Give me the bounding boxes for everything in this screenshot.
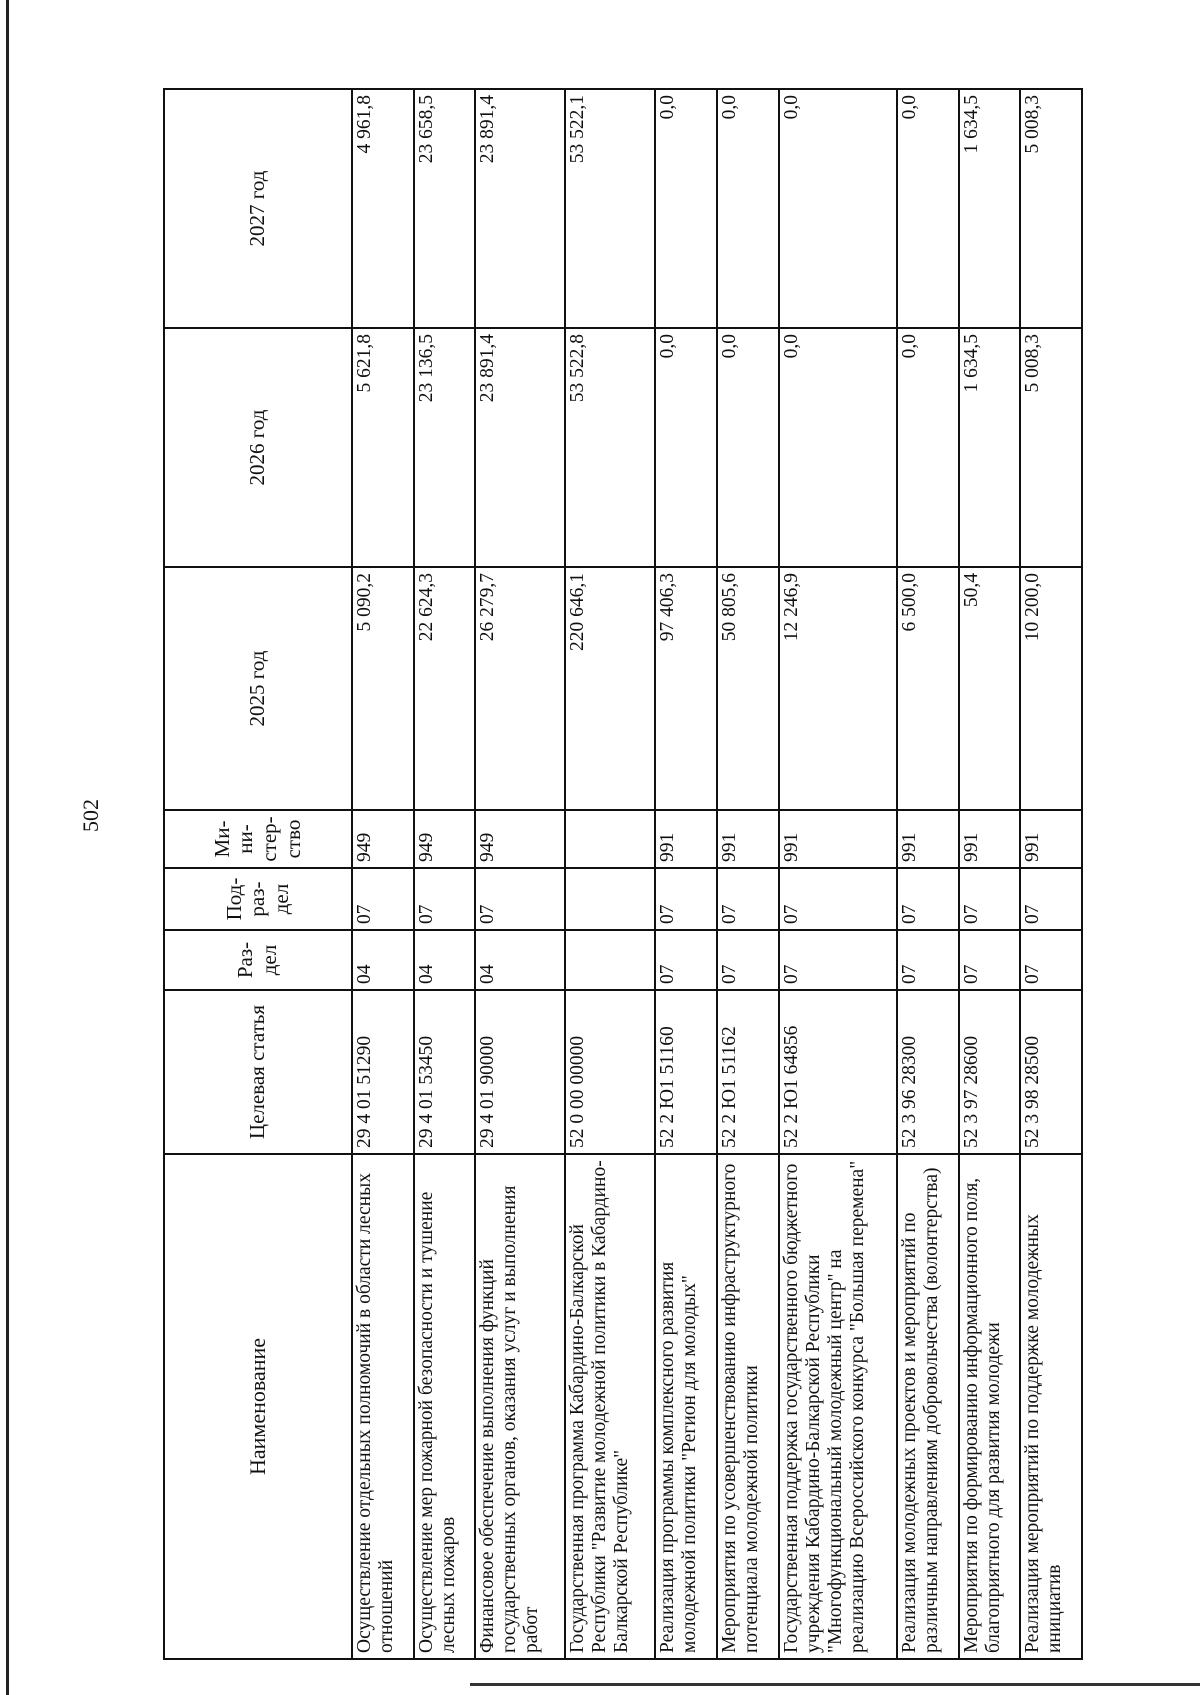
rotated-table-container (163, 90, 1083, 1660)
cell-name: Реализация мероприятий по поддержке молодежных инициатив (1020, 1154, 1082, 1659)
cell-ministry: 991 (897, 810, 959, 868)
cell-ministry: 949 (414, 810, 476, 868)
cell-target-article: 52 3 98 28500 (1020, 990, 1082, 1154)
cell-name: Осуществление мер пожарной безопасности и тушение лесных пожаров (414, 1154, 476, 1659)
cell-2026: 23 136,5 (414, 328, 476, 567)
table-row (475, 89, 565, 1659)
cell-ministry: 949 (352, 810, 414, 868)
cell-2027: 5 008,3 (1020, 89, 1082, 328)
header-target-article: Целевая статья (164, 990, 352, 1154)
cell-2026: 0,0 (655, 328, 717, 567)
cell-2025: 26 279,7 (475, 567, 565, 810)
cell-2025: 6 500,0 (897, 567, 959, 810)
table-row (414, 89, 476, 1659)
cell-target-article: 52 2 Ю1 51160 (655, 990, 717, 1154)
cell-section: 07 (779, 930, 897, 990)
cell-2027: 0,0 (717, 89, 779, 328)
cell-ministry: 991 (779, 810, 897, 868)
table-body (352, 89, 1082, 1659)
cell-name: Осуществление отдельных полномочий в области лесных отношений (352, 1154, 414, 1659)
cell-subsection (565, 868, 655, 930)
bottom-rule (470, 1683, 1200, 1686)
cell-target-article: 29 4 01 53450 (414, 990, 476, 1154)
cell-name: Государственная программа Кабардино-Балкарской Республики "Развитие молодежной политики в Кабардино-Балкарской Республике" (565, 1154, 655, 1659)
table-row (779, 89, 897, 1659)
cell-section (565, 930, 655, 990)
cell-2025: 50,4 (959, 567, 1021, 810)
cell-2027: 23 891,4 (475, 89, 565, 328)
header-2026: 2026 год (164, 328, 352, 567)
cell-2026: 0,0 (779, 328, 897, 567)
header-2027: 2027 год (164, 89, 352, 328)
table-row (959, 89, 1021, 1659)
cell-target-article: 29 4 01 51290 (352, 990, 414, 1154)
cell-name: Реализация молодежных проектов и мероприятий по различным направлениям добровольчества (волонтерства) (897, 1154, 959, 1659)
cell-ministry: 991 (959, 810, 1021, 868)
cell-ministry: 991 (1020, 810, 1082, 868)
cell-2025: 10 200,0 (1020, 567, 1082, 810)
cell-target-article: 52 3 96 28300 (897, 990, 959, 1154)
table-row (1020, 89, 1082, 1659)
header-name: Наименование (164, 1154, 352, 1659)
table-row (352, 89, 414, 1659)
cell-2026: 0,0 (897, 328, 959, 567)
cell-name: Мероприятия по усовершенствованию инфраструктурного потенциала молодежной политики (717, 1154, 779, 1659)
cell-2027: 0,0 (655, 89, 717, 328)
cell-section: 07 (717, 930, 779, 990)
cell-name: Государственная поддержка государственного бюджетного учреждения Кабардино-Балкарской Республики "Многофункциональный молодежный центр" на реализацию Всероссийского конкурса "Большая перемена" (779, 1154, 897, 1659)
cell-subsection: 07 (897, 868, 959, 930)
cell-section: 04 (475, 930, 565, 990)
header-section: Раз-дел (164, 930, 352, 990)
cell-2027: 1 634,5 (959, 89, 1021, 328)
cell-2027: 53 522,1 (565, 89, 655, 328)
cell-2026: 5 008,3 (1020, 328, 1082, 567)
page-number: 502 (78, 799, 103, 832)
budget-table (163, 88, 1083, 1660)
cell-ministry: 949 (475, 810, 565, 868)
cell-2025: 12 246,9 (779, 567, 897, 810)
cell-2027: 4 961,8 (352, 89, 414, 328)
cell-2027: 23 658,5 (414, 89, 476, 328)
header-2025: 2025 год (164, 567, 352, 810)
header-row (164, 89, 352, 1659)
cell-2025: 50 805,6 (717, 567, 779, 810)
cell-subsection: 07 (655, 868, 717, 930)
cell-2025: 5 090,2 (352, 567, 414, 810)
cell-2027: 0,0 (897, 89, 959, 328)
cell-target-article: 52 2 Ю1 64856 (779, 990, 897, 1154)
cell-target-article: 29 4 01 90000 (475, 990, 565, 1154)
table-row (565, 89, 655, 1659)
cell-2026: 53 522,8 (565, 328, 655, 567)
cell-subsection: 07 (779, 868, 897, 930)
cell-target-article: 52 3 97 28600 (959, 990, 1021, 1154)
cell-2025: 22 624,3 (414, 567, 476, 810)
header-ministry: Ми-ни-стер-ство (164, 810, 352, 868)
cell-section: 07 (655, 930, 717, 990)
cell-subsection: 07 (959, 868, 1021, 930)
cell-name: Финансовое обеспечение выполнения функций государственных органов, оказания услуг и выполнения работ (475, 1154, 565, 1659)
cell-2025: 220 646,1 (565, 567, 655, 810)
table-row (655, 89, 717, 1659)
cell-target-article: 52 0 00 00000 (565, 990, 655, 1154)
cell-name: Мероприятия по формированию информационного поля, благоприятного для развития молодежи (959, 1154, 1021, 1659)
cell-subsection: 07 (352, 868, 414, 930)
cell-name: Реализация программы комплексного развития молодежной политики "Регион для молодых" (655, 1154, 717, 1659)
cell-subsection: 07 (475, 868, 565, 930)
cell-2025: 97 406,3 (655, 567, 717, 810)
cell-2027: 0,0 (779, 89, 897, 328)
header-subsection: Под-раз-дел (164, 868, 352, 930)
cell-section: 07 (897, 930, 959, 990)
cell-subsection: 07 (414, 868, 476, 930)
cell-subsection: 07 (1020, 868, 1082, 930)
table-row (717, 89, 779, 1659)
cell-subsection: 07 (717, 868, 779, 930)
cell-2026: 23 891,4 (475, 328, 565, 567)
cell-ministry: 991 (717, 810, 779, 868)
cell-section: 07 (959, 930, 1021, 990)
cell-2026: 5 621,8 (352, 328, 414, 567)
cell-ministry: 991 (655, 810, 717, 868)
cell-target-article: 52 2 Ю1 51162 (717, 990, 779, 1154)
cell-2026: 1 634,5 (959, 328, 1021, 567)
left-margin-rule (6, 0, 9, 1695)
cell-ministry (565, 810, 655, 868)
table-row (897, 89, 959, 1659)
cell-section: 04 (352, 930, 414, 990)
cell-section: 07 (1020, 930, 1082, 990)
cell-2026: 0,0 (717, 328, 779, 567)
cell-section: 04 (414, 930, 476, 990)
